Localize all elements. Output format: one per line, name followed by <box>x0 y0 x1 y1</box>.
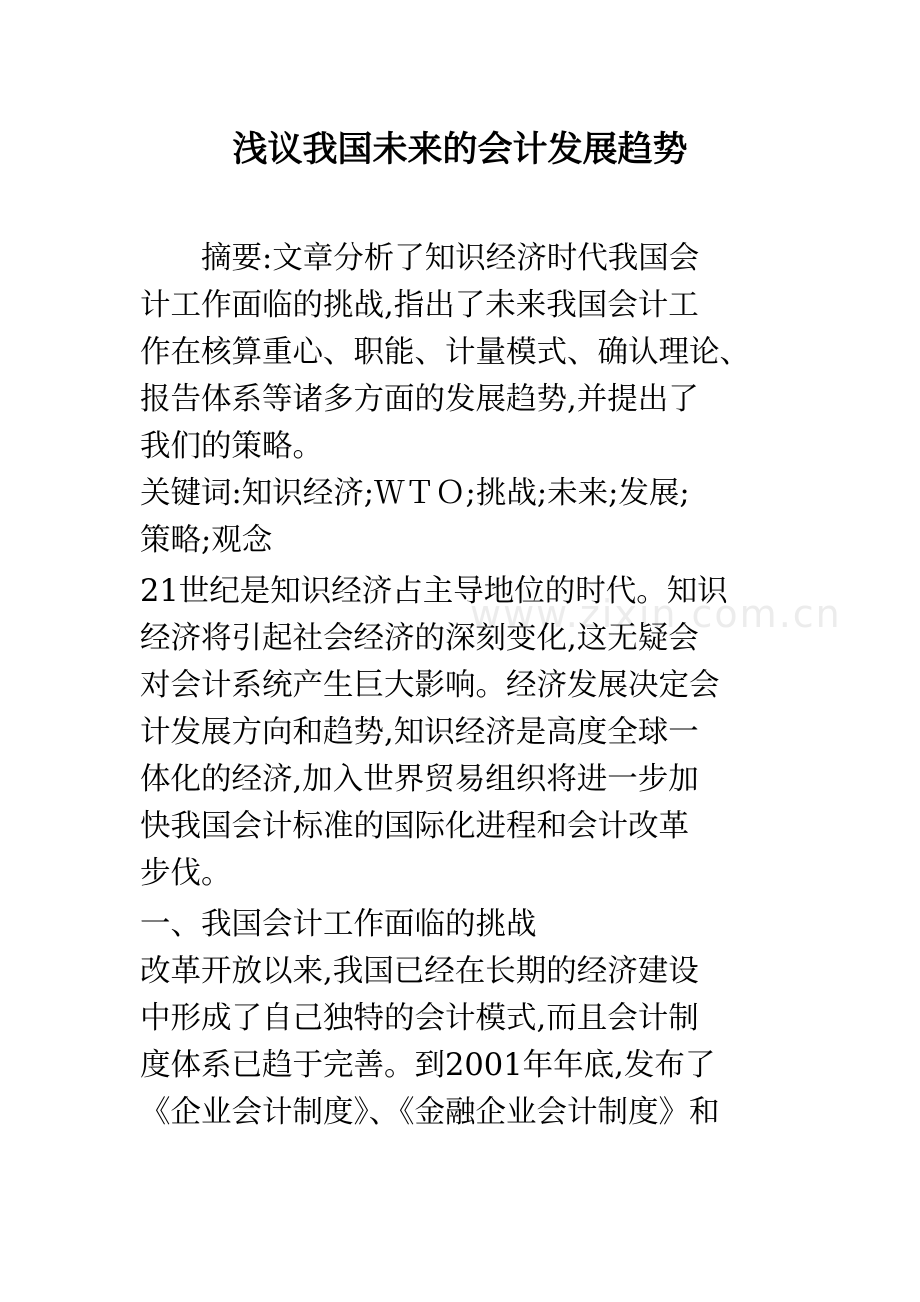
section-heading: 一、我国会计工作面临的挑战 <box>140 907 537 942</box>
paragraph-line: 度体系已趋于完善。到2001年年底,发布了 <box>140 1048 716 1083</box>
abstract-line: 作在核算重心、职能、计量模式、确认理论、 <box>140 335 750 370</box>
watermark: www.zixin.com.cn <box>470 592 842 636</box>
keywords-line: 关键词:知识经济;ＷＴＯ;挑战;未来;发展; <box>140 476 690 511</box>
keywords-line: 策略;观念 <box>140 523 273 558</box>
document-title: 浅议我国未来的会计发展趋势 <box>232 130 688 170</box>
paragraph-line: 中形成了自己独特的会计模式,而且会计制 <box>140 1001 699 1036</box>
abstract-line: 计工作面临的挑战,指出了未来我国会计工 <box>140 288 699 323</box>
paragraph-line: 21世纪是知识经济占主导地位的时代。知识 <box>140 574 728 609</box>
abstract-line: 报告体系等诸多方面的发展趋势,并提出了 <box>140 382 699 417</box>
paragraph-line: 步伐。 <box>140 856 232 891</box>
paragraph-line: 经济将引起社会经济的深刻变化,这无疑会 <box>140 621 699 656</box>
abstract-line: 摘要:文章分析了知识经济时代我国会 <box>140 241 700 276</box>
paragraph-line: 快我国会计标准的国际化进程和会计改革 <box>140 809 689 844</box>
abstract-line: 我们的策略。 <box>140 429 323 464</box>
paragraph-line: 计发展方向和趋势,知识经济是高度全球一 <box>140 715 699 750</box>
paragraph-line: 体化的经济,加入世界贸易组织将进一步加 <box>140 762 699 797</box>
paragraph-line: 对会计系统产生巨大影响。经济发展决定会 <box>140 668 720 703</box>
paragraph-line: 《企业会计制度》、《金融企业会计制度》和 <box>140 1095 720 1130</box>
paragraph-line: 改革开放以来,我国已经在长期的经济建设 <box>140 954 699 989</box>
